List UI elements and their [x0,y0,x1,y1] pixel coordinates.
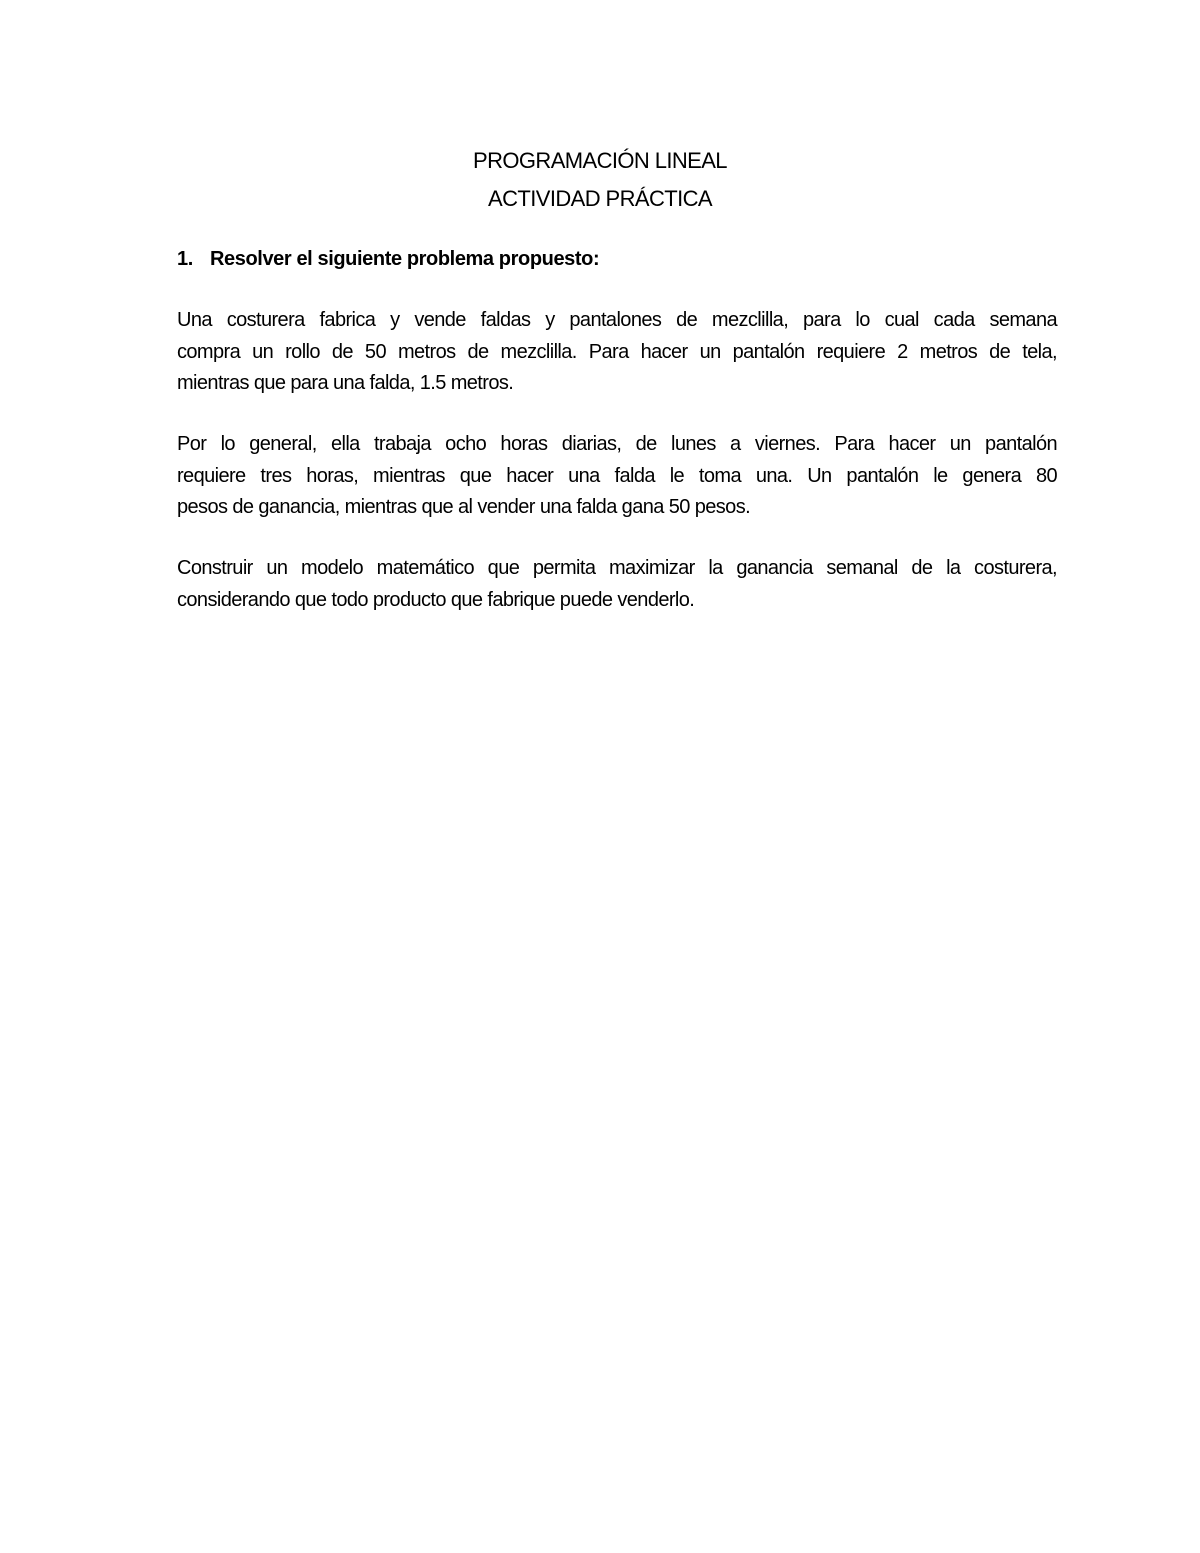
title-line-1: PROGRAMACIÓN LINEAL [473,148,727,173]
paragraph-line: Una costurera fabrica y vende faldas y pantalones de mezclilla, para lo cual cada semana [177,309,1057,331]
problem-paragraph-2 [177,429,1057,524]
paragraph-line: Por lo general, ella trabaja ocho horas diarias, de lunes a viernes. Para hacer un pantalón [177,433,1057,455]
paragraph-line: compra un rollo de 50 metros de mezclilla. Para hacer un pantalón requiere 2 metros de tela, [177,340,1057,363]
problem-paragraph-1 [177,305,1057,400]
section-heading [177,245,599,273]
document-title [0,142,1200,218]
paragraph-line: considerando que todo producto que fabrique puede venderlo. [177,588,695,611]
section-number: 1. [177,248,193,270]
section-heading-text: Resolver el siguiente problema propuesto: [210,248,600,270]
paragraph-line: requiere tres horas, mientras que hacer una falda le toma una. Un pantalón le genera 80 [177,464,1057,487]
problem-paragraph-3 [177,553,1057,616]
paragraph-line: Construir un modelo matemático que permita maximizar la ganancia semanal de la costurera, [177,557,1057,579]
paragraph-line: pesos de ganancia, mientras que al vender una falda gana 50 pesos. [177,496,751,518]
title-line-2: ACTIVIDAD PRÁCTICA [488,186,712,211]
paragraph-line: mientras que para una falda, 1.5 metros. [177,372,514,394]
